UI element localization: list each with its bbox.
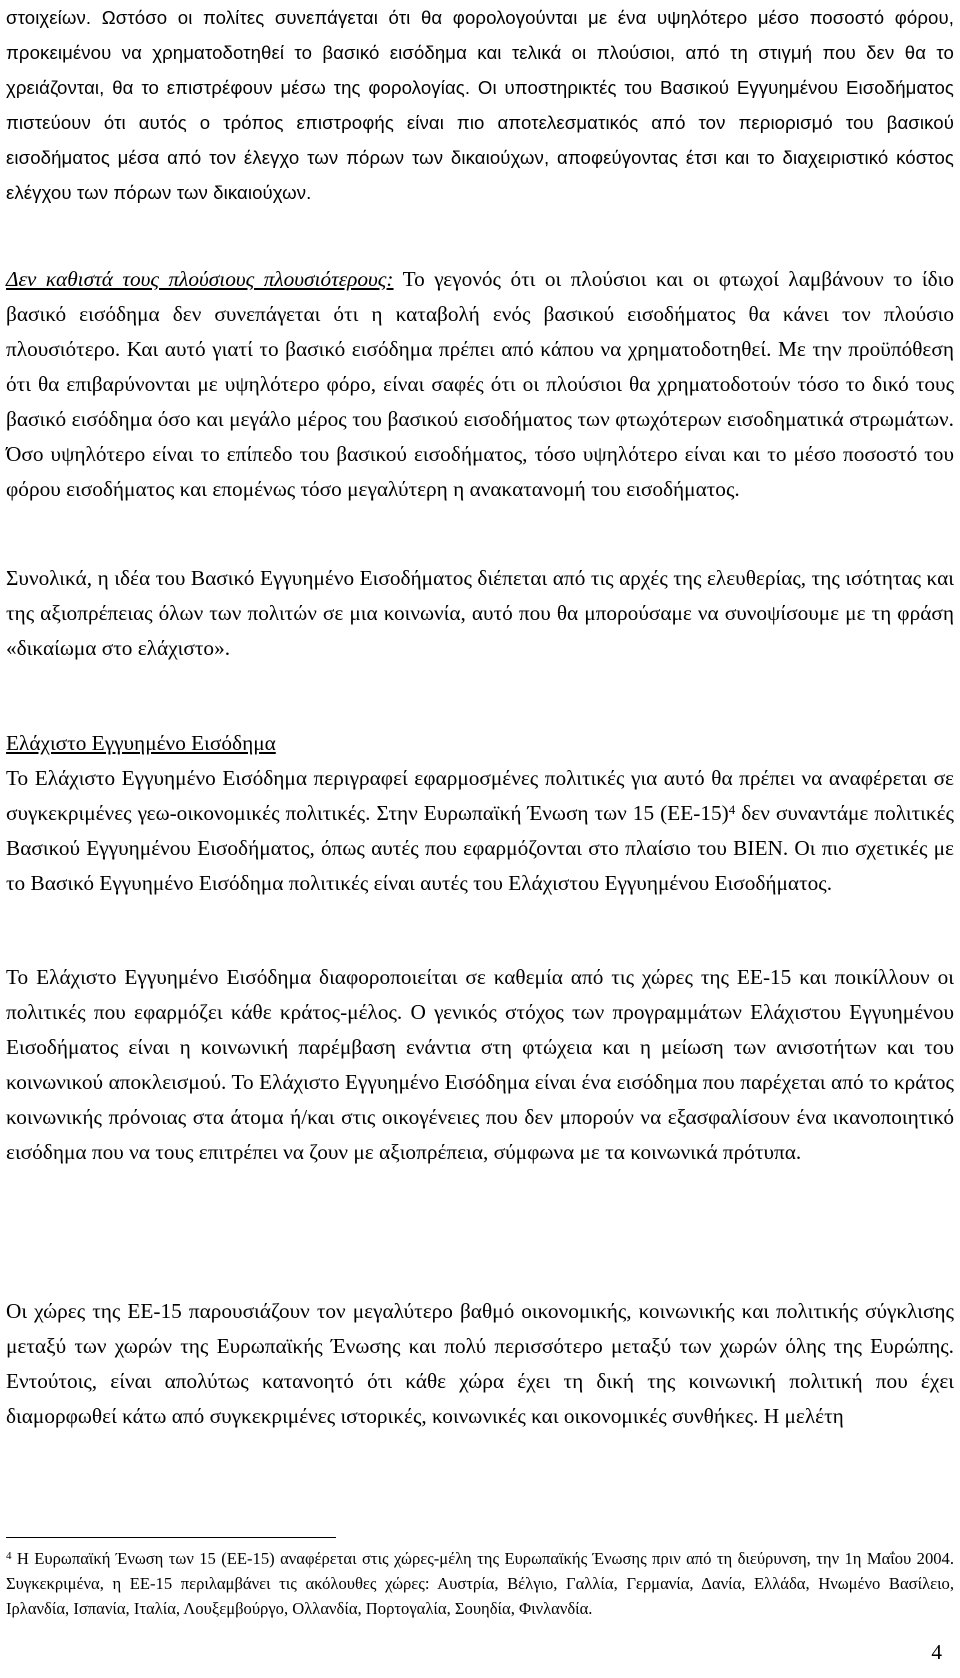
paragraph-rich-not-richer — [6, 262, 954, 507]
section-heading: Ελάχιστο Εγγυημένο Εισόδημα — [6, 731, 276, 755]
paragraph-eu15-convergence: Οι χώρες της ΕΕ-15 παρουσιάζουν τον μεγαλύτερο βαθμό οικονομικής, κοινωνικής και πολιτικής σύγκλισης μεταξύ των χωρών της Ευρωπαϊκής Ένωσης και πολύ περισσότερο μεταξύ των χωρών όλης της Ευρώπης. Εντούτοις, είναι απολύτως κατανοητό ότι κάθε χώρα έχει τη δική της κοινωνική πολιτική που έχει διαμορφωθεί κάτω από συγκεκριμένες ιστορικές, κοινωνικές και οικονομικές συνθήκες. Η μελέτη — [6, 1299, 954, 1428]
footnote — [6, 1546, 954, 1621]
paragraph-minimum-income-intro — [6, 761, 954, 901]
page-number: 4 — [931, 1640, 942, 1664]
paragraph-minimum-income-variation: Το Ελάχιστο Εγγυημένο Εισόδημα διαφοροποιείται σε καθεμία από τις χώρες της ΕΕ-15 και ποικίλλουν οι πολιτικές που εφαρμόζει κάθε κράτος-μέλος. Ο γενικός στόχος των προγραμμάτων Ελάχιστου Εγγυημένου Εισοδήματος είναι η κοινωνική παρέμβαση ενάντια στη φτώχεια και η μείωση των ανισοτήτων και του κοινωνικού αποκλεισμού. Το Ελάχιστο Εγγυημένο Εισόδημα είναι ένα εισόδημα που παρέχεται από το κράτος κοινωνικής πρόνοιας στα άτομα ή/και στις οικογένειες που δεν μπορούν να εξασφαλίσουν ένα ικανοποιητικό εισόδημα που να τους επιτρέπει να ζουν με αξιοπρέπεια, σύμφωνα με τα κοινωνικά πρότυπα. — [6, 965, 954, 1164]
paragraph-body: Το γεγονός ότι οι πλούσιοι και οι φτωχοί λαμβάνουν το ίδιο βασικό εισόδημα δεν συνεπάγεται ότι η καταβολή ενός βασικού εισοδήματος θα κάνει τον πλούσιο πλουσιότερο. Και αυτό γιατί το βασικό εισόδημα πρέπει από κάπου να χρηματοδοτηθεί. Με την προϋπόθεση ότι θα επιβαρύνονται με υψηλότερο φόρο, είναι σαφές ότι οι πλούσιοι θα χρηματοδοτούν τόσο το δικό τους βασικό εισόδημα όσο και μεγάλο μέρος του βασικού εισοδήματος των φτωχότερων εισοδηματικά στρωμάτων. Όσο υψηλότερο είναι το επίπεδο του βασικού εισοδήματος, τόσο υψηλότερο είναι και το μέσο ποσοστό του φόρου εισοδήματος και επομένως τόσο μεγαλύτερη η ανακατανομή του εισοδήματος. — [6, 267, 954, 501]
paragraph-text-a: Το Ελάχιστο Εγγυημένο Εισόδημα περιγραφεί εφαρμοσμένες πολιτικές για αυτό θα πρέπει να αναφέρεται σε συγκεκριμένες γεω-οικονομικές πολιτικές. Στην Ευρωπαϊκή Ένωση των 15 (ΕΕ-15) — [6, 766, 954, 825]
footnote-number: 4 — [6, 1550, 12, 1562]
footnote-reference[interactable]: 4 — [728, 802, 736, 817]
paragraph-continuation: στοιχείων. Ωστόσο οι πολίτες συνεπάγεται ότι θα φορολογούνται με ένα υψηλότερο μέσο ποσοστό φόρου, προκειμένου να χρηματοδοτηθεί το βασικό εισόδημα και τελικά οι πλούσιοι, από τη στιγμή που δεν θα το χρειάζονται, θα το επιστρέφουν μέσω της φορολογίας. Οι υποστηρικτές του Βασικού Εγγυημένου Εισοδήματος πιστεύουν ότι αυτός ο τρόπος επιστροφής είναι πιο αποτελεσματικός από τον περιορισμό του βασικού εισοδήματος μέσα από τον έλεγχο των πόρων των δικαιούχων, αποφεύγοντας έτσι και το διαχειριστικό κόστος ελέγχου των πόρων των δικαιούχων. — [6, 7, 954, 203]
paragraph-lead-phrase: Δεν καθιστά τους πλούσιους πλουσιότερους: — [6, 267, 394, 291]
paragraph-text-b: δεν συναντάμε πολιτικές Βασικού Εγγυημένου Εισοδήματος, όπως αυτές που εφαρμόζονται στο πλαίσιο του BIEN. Οι πιο σχετικές με το Βασικό Εγγυημένο Εισόδημα πολιτικές είναι αυτές του Ελάχιστου Εγγυημένου Εισοδήματος. — [6, 801, 954, 895]
footnote-text: Η Ευρωπαϊκή Ένωση των 15 (ΕΕ-15) αναφέρεται στις χώρες-μέλη της Ευρωπαϊκής Ένωσης πριν από τη διεύρυνση, την 1η Μαΐου 2004. Συγκεκριμένα, η ΕΕ-15 περιλαμβάνει τις ακόλουθες χώρες: Αυστρία, Βέλγιο, Γαλλία, Γερμανία, Δανία, Ελλάδα, Ηνωμένο Βασίλειο, Ιρλανδία, Ισπανία, Ιταλία, Λουξεμβούργο, Ολλανδία, Πορτογαλία, Σουηδία, Φινλανδία. — [6, 1549, 954, 1618]
footnote-separator — [6, 1537, 336, 1538]
paragraph-summary: Συνολικά, η ιδέα του Βασικό Εγγυημένο Εισοδήματος διέπεται από τις αρχές της ελευθερίας, της ισότητας και της αξιοπρέπειας όλων των πολιτών σε μια κοινωνία, αυτό που θα μπορούσαμε να συνοψίσουμε με τη φράση «δικαίωμα στο ελάχιστο». — [6, 566, 954, 660]
